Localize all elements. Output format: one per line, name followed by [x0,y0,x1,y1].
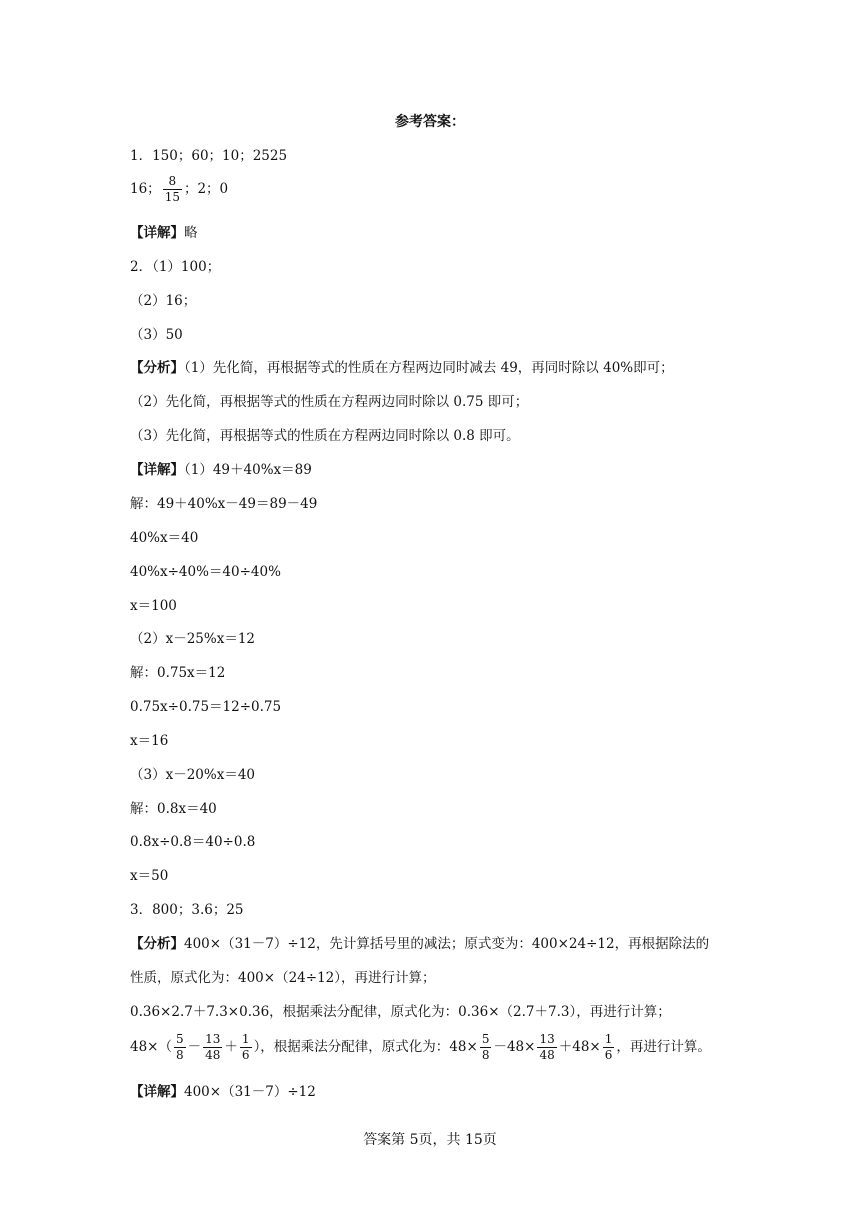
q2-analysis-2: （2）先化简，再根据等式的性质在方程两边同时除以 0.75 即可； [130,394,529,410]
q2-detail-1: 【详解】（1）49＋40%x＝89 [130,462,312,478]
q3-detail: 【详解】400×（31－7）÷12 [130,1084,316,1100]
q2-answer-1: 2．（1）100； [130,259,221,275]
q3-analysis-4: 48×（ $\frac{5}{8}$ － $\frac{13}{48}$ ＋ $\frac{1}{6}$ ），根据乘法分配律，原式化为：48× $\frac{5}{8}$ －48× $\frac{13}{48}$ ＋48× $\frac{1}{6}$ ，再进行计算。 [130,1032,711,1062]
q2-detail-2: 解：49＋40%x－49＝89－49 [130,496,318,512]
q2-detail-12: 0.8x÷0.8＝40÷0.8 [130,834,256,850]
q2-answer-2: （2）16； [130,293,197,309]
fraction: $\frac{1}{6}$ [604,1032,613,1062]
q2-analysis-1: 【分析】（1）先化简，再根据等式的性质在方程两边同时减去 49，再同时除以 40%即可； [130,360,674,376]
q2-detail-10: （3）x－20%x＝40 [130,767,256,783]
q1-answer-line1: 1．150；60；10；2525 [130,148,288,164]
fraction: $\frac{5}{8}$ [176,1032,184,1062]
q3-analysis-3: 0.36×2.7＋7.3×0.36，根据乘法分配律，原式化为：0.36×（2.7＋7.3），再进行计算； [130,1004,671,1020]
fraction: $\frac{8}{15}$ [164,174,180,204]
fraction: $\frac{13}{48}$ [205,1032,221,1062]
q2-answer-3: （3）50 [130,327,183,343]
q2-detail-3: 40%x＝40 [130,530,199,546]
q2-detail-6: （2）x－25%x＝12 [130,631,256,647]
q2-detail-5: x＝100 [130,598,177,614]
q3-analysis-2: 性质，原式化为：400×（24÷12），再进行计算； [130,970,436,986]
q1-detail: 【详解】略 [130,225,198,241]
q3-answer: 3．800；3.6；25 [130,902,244,918]
q2-detail-8: 0.75x÷0.75＝12÷0.75 [130,699,282,715]
fraction: $\frac{1}{6}$ [241,1032,250,1062]
q2-detail-7: 解：0.75x＝12 [130,665,226,681]
q2-detail-13: x＝50 [130,868,169,884]
q2-detail-9: x＝16 [130,733,169,749]
fraction: $\frac{13}{48}$ [539,1032,555,1062]
q2-analysis-3: （3）先化简，再根据等式的性质在方程两边同时除以 0.8 即可。 [130,428,520,444]
q3-analysis-1: 【分析】400×（31－7）÷12，先计算括号里的减法；原式变为：400×24÷12，再根据除法的 [130,936,710,952]
q2-detail-4: 40%x÷40%＝40÷40% [130,564,281,580]
q1-answer-line2: 16； $\frac{8}{15}$ ；2；0 [130,174,229,204]
page-footer: 答案第 5页，共 15页 [363,1132,497,1148]
fraction: $\frac{5}{8}$ [481,1032,490,1062]
page-title: 参考答案： [395,114,465,130]
q2-detail-11: 解：0.8x＝40 [130,801,217,817]
